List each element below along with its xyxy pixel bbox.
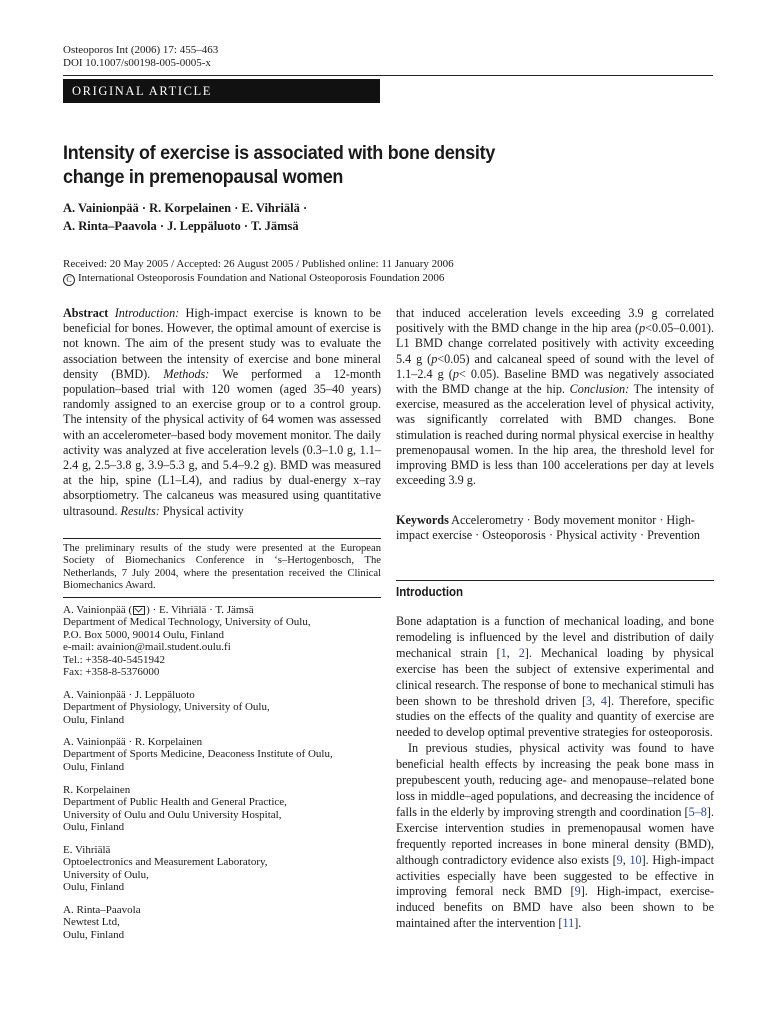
- abstract-left: [63, 306, 381, 519]
- affiliation-names: A. Vainionpää · R. Korpelainen: [63, 736, 203, 748]
- keywords-text: Accelerometry · Body movement monitor · High-impact exercise · Osteoporosis · Physical activity · Prevention: [396, 513, 700, 543]
- publication-dates: [63, 258, 454, 286]
- intro-text: ].: [574, 916, 582, 931]
- affiliation-2: [63, 689, 381, 726]
- affiliation-names-post: ) · E. Vihriälä · T. Jämsä: [146, 604, 254, 616]
- abstract-methods-label: Methods:: [163, 366, 210, 381]
- p-value-2: p: [431, 351, 438, 366]
- affiliation-line: University of Oulu and Oulu University Hospital,: [63, 808, 282, 821]
- affiliation-line: Oulu, Finland: [63, 928, 125, 941]
- affiliation-1: [63, 604, 381, 678]
- authors-line-1: A. Vainionpää · R. Korpelainen · E. Vihriälä ·: [63, 201, 308, 215]
- abstract-conclusion-text: The intensity of exercise, measured as the acceleration level of physical activity, was significantly correlated with BMD changes. Bone stimulation is reached during normal physical exercise in healthy premenopausal women. In the hip area, the threshold level for improving BMD is less than 100 accelerations per day at levels exceeding 3.9 g.: [396, 382, 714, 488]
- citation-link[interactable]: 4: [600, 693, 607, 708]
- title-line-1: Intensity of exercise is associated with bone density: [63, 142, 496, 164]
- article-title: [63, 141, 633, 189]
- intro-text: ]. Exercise intervention studies in premenopausal women have frequently reported increases in bone mineral density (BMD), although contradictory evidence also exists [: [396, 804, 714, 867]
- abstract-results-cont: that induced acceleration levels exceeding 3.9 g correlated positively with the BMD change in the hip area (: [396, 306, 714, 336]
- citation-link[interactable]: 10: [629, 852, 642, 867]
- keywords: [396, 513, 714, 543]
- abstract-results-text3: <0.05) and calcaneal speed of sound with the level of 1.1–2.4 g (: [396, 351, 715, 381]
- affiliation-line: Newtest Ltd,: [63, 916, 120, 929]
- section-heading-introduction: Introduction: [396, 585, 464, 599]
- citation-link[interactable]: 3: [586, 693, 593, 708]
- citation-link[interactable]: 9: [574, 884, 581, 899]
- affiliation-names: R. Korpelainen: [63, 784, 131, 796]
- journal-citation: Osteoporos Int (2006) 17: 455–463: [63, 44, 219, 56]
- dates-line: Received: 20 May 2005 / Accepted: 26 August 2005 / Published online: 11 January 2006: [63, 258, 454, 270]
- affiliation-rule: [63, 597, 381, 598]
- abstract-results-start: Physical activity: [159, 503, 244, 518]
- affiliation-names-pre: A. Vainionpää (: [63, 604, 133, 616]
- authors-line-2: A. Rinta–Paavola · J. Leppäluoto · T. Jämsä: [63, 219, 299, 233]
- header-rule: [63, 75, 713, 76]
- journal-header: [63, 44, 218, 70]
- intro-text: ,: [592, 693, 601, 708]
- abstract-intro-label: Introduction:: [114, 306, 180, 320]
- affiliation-names: E. Vihriälä: [63, 844, 111, 856]
- intro-text: Bone adaptation is a function of mechanical loading, and bone remodeling is influenced by the level and distribution of daily mechanical strain [: [396, 614, 714, 660]
- abstract-results-label: Results:: [120, 503, 160, 518]
- affiliation-line: Department of Sports Medicine, Deaconess Institute of Oulu,: [63, 748, 333, 761]
- citation-link[interactable]: 5–8: [688, 804, 707, 819]
- intro-paragraph-2: [396, 741, 714, 932]
- affiliation-3: [63, 736, 381, 773]
- affiliation-line: Tel.: +358-40-5451942: [63, 653, 165, 666]
- citation-link[interactable]: 11: [562, 916, 575, 931]
- footnote-rule: [63, 538, 381, 539]
- article-type-banner: ORIGINAL ARTICLE: [63, 79, 380, 103]
- copyright-icon: C: [63, 274, 75, 286]
- affiliation-line: Oulu, Finland: [63, 713, 125, 726]
- abstract-label: Abstract: [63, 306, 109, 320]
- envelope-icon[interactable]: [133, 606, 145, 615]
- affiliation-line: Fax: +358-8-5376000: [63, 666, 160, 679]
- abstract-conclusion-label: Conclusion:: [569, 382, 630, 397]
- affiliation-line: Oulu, Finland: [63, 821, 125, 834]
- affiliation-6: [63, 904, 381, 941]
- intro-text: ]. Therefore, specific studies on the effects of the quality and quantity of exercise are needed to develop optimal preventive strategies for osteoporosis.: [396, 693, 714, 740]
- abstract-results-text4: < 0.05). Baseline BMD was negatively associated with the BMD change at the hip.: [396, 366, 715, 397]
- abstract-intro-text: High-impact exercise is known to be beneficial for bones. However, the optimal amount of exercise is not known. The aim of the present study was to evaluate the association between the intensity of exercise and bone mineral density (BMD).: [63, 306, 381, 381]
- email-link[interactable]: e-mail: avainion@mail.student.oulu.fi: [63, 641, 231, 654]
- intro-text: ]. Mechanical loading by physical exercise has been the subject of extensive experimental and clinical research. The response of bone to mechanical stimuli has been shown to be threshold driven [: [396, 645, 715, 708]
- doi: DOI 10.1007/s00198-005-0005-x: [63, 57, 211, 69]
- intro-text: ,: [506, 645, 519, 660]
- affiliation-line: Oulu, Finland: [63, 881, 125, 894]
- affiliation-names: [63, 604, 381, 616]
- intro-text: In previous studies, physical activity was found to have beneficial health effects by increasing the peak bone mass in prepubescent youth, reducing age- and menopause–related bone loss in middle–aged populations, and decreasing the incidence of falls in the elderly by improving strength and coordination [: [396, 741, 714, 819]
- affiliation-line: Oulu, Finland: [63, 760, 125, 773]
- intro-text: ,: [622, 852, 630, 867]
- affiliation-line: Department of Public Health and General Practice,: [63, 796, 287, 809]
- p-value-3: p: [452, 366, 459, 381]
- affiliation-line: P.O. Box 5000, 90014 Oulu, Finland: [63, 628, 225, 641]
- introduction-rule: [396, 580, 714, 581]
- author-list: [63, 199, 307, 235]
- affiliation-line: Department of Medical Technology, University of Oulu,: [63, 616, 311, 629]
- affiliation-names: A. Vainionpää · J. Leppäluoto: [63, 689, 195, 701]
- affiliation-line: University of Oulu,: [63, 868, 149, 881]
- copyright-line: [63, 272, 454, 286]
- intro-text: ]. High-impact activities especially have been suggested to be effective in improving femoral neck BMD [: [396, 852, 714, 899]
- affiliation-line: Optoelectronics and Measurement Laboratory,: [63, 856, 268, 869]
- title-line-2: change in premenopausal women: [63, 166, 344, 188]
- keywords-label: Keywords: [396, 513, 449, 527]
- footnote: The preliminary results of the study were presented at the European Society of Biomechanics Conference in ‘s–Hertogenbosch, The Netherlands, 7 July 2004, where the presentation received the Clinical Biomechanics Award.: [63, 543, 381, 592]
- citation-link[interactable]: 1: [500, 645, 507, 660]
- citation-link[interactable]: 2: [518, 645, 525, 660]
- affiliation-5: [63, 844, 381, 894]
- affiliation-4: [63, 784, 381, 834]
- affiliation-names: A. Rinta–Paavola: [63, 904, 141, 916]
- copyright-text: International Osteoporosis Foundation and National Osteoporosis Foundation 2006: [78, 271, 445, 284]
- affiliation-line: Department of Physiology, University of Oulu,: [63, 701, 270, 714]
- introduction-body: [396, 614, 714, 932]
- abstract-results-text2: <0.05–0.001). L1 BMD change correlated positively with activity exceeding 5.4 g (: [396, 321, 714, 366]
- intro-paragraph-1: [396, 614, 714, 741]
- p-value-1: p: [639, 321, 646, 336]
- intro-text: ]. High-impact, exercise-induced benefits on BMD have also been shown to be maintained after the intervention [: [396, 884, 714, 931]
- abstract-methods-text: We performed a 12-month population–based trial with 120 women (aged 35–40 years) randomly assigned to an exercise group or to a control group. The intensity of the physical activity of 64 women was assessed with an accelerometer–based body movement monitor. The daily activity was analyzed at five acceleration levels (0.3–1.0 g, 1.1–2.4 g, 2.5–3.8 g, 3.9–5.3 g, and 5.4–9.2 g). BMD was measured at the hip, spine (L1–L4), and radius by dual-energy x–ray absorptiometry. The calcaneus was measured using quantitative ultrasound.: [63, 366, 381, 518]
- abstract-right: [396, 306, 714, 488]
- citation-link[interactable]: 9: [616, 852, 623, 867]
